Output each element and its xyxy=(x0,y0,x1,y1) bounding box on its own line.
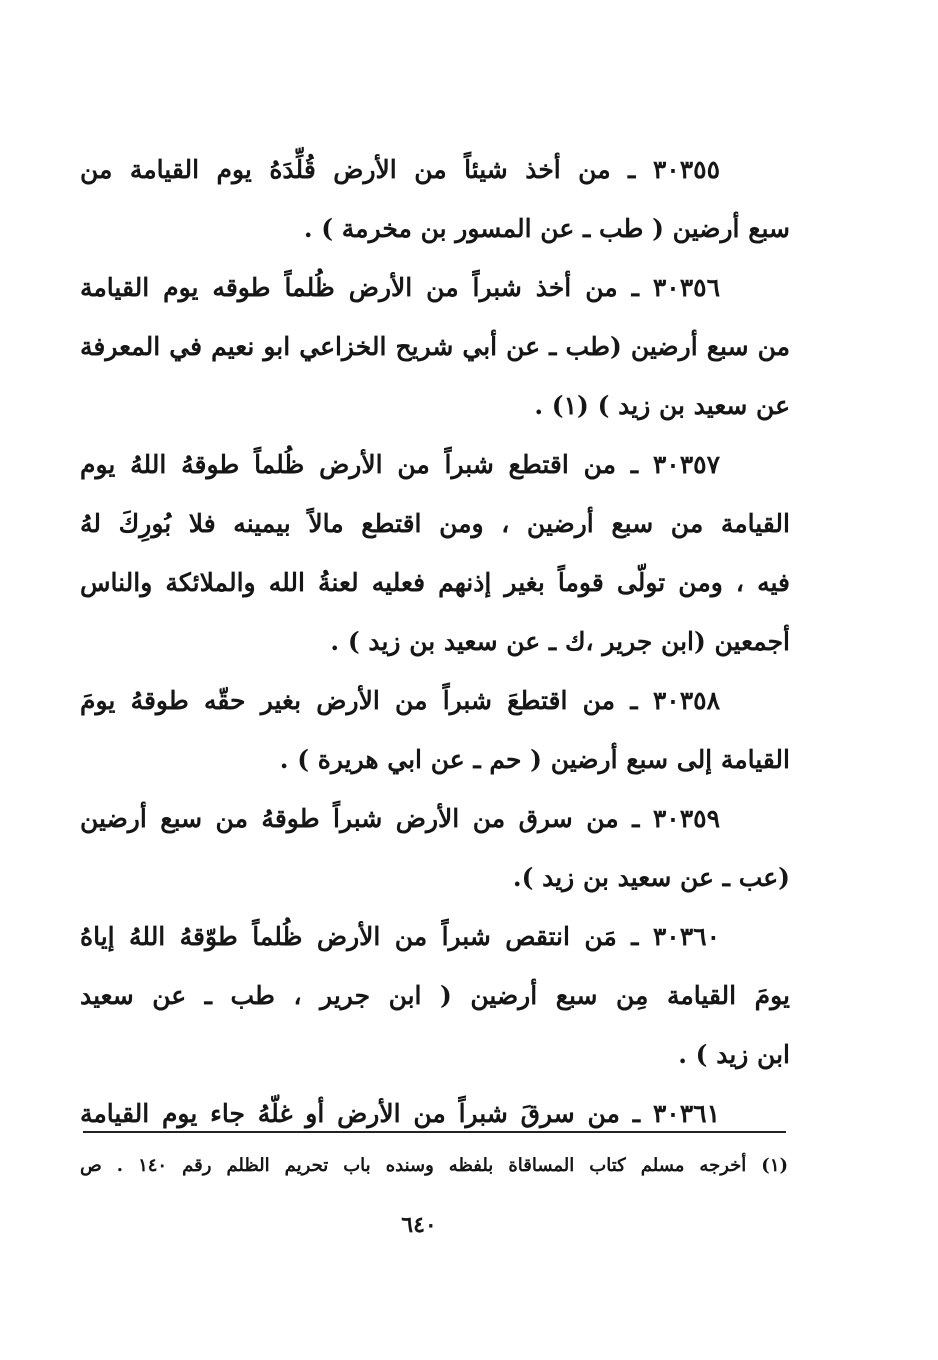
hadith-entry xyxy=(80,258,790,435)
text-line: ٣٠٣٦١ ـ من سرقَ شبراً من الأرض أو غلّهُ جاء يوم القيامة xyxy=(80,1099,720,1128)
text-line: فيه ، ومن تولّى قوماً بغير إذنهم فعليه لعنةُ الله والملائكة والناس xyxy=(80,568,790,597)
hadith-entry xyxy=(80,671,790,789)
page-number: ٦٤٠ xyxy=(401,1212,437,1238)
text-line: (عب ـ عن سعيد بن زيد ). xyxy=(512,863,790,892)
text-line: ابن زيد ) . xyxy=(678,1040,790,1069)
hadith-entry xyxy=(80,140,790,258)
text-line: ٣٠٣٥٧ ـ من اقتطع شبراً من الأرض ظُلماً طوقهُ اللهُ يوم xyxy=(80,450,720,479)
footnote-divider xyxy=(83,1131,786,1133)
text-line: من سبع أرضين (طب ـ عن أبي شريح الخزاعي ابو نعيم في المعرفة xyxy=(80,332,790,361)
text-line: يومَ القيامة مِن سبع أرضين ( ابن جرير ، طب ـ عن سعيد xyxy=(80,981,790,1010)
footnote: (١) أخرجه مسلم كتاب المساقاة بلفظه وسنده باب تحريم الظلم رقم ١٤٠ . ص xyxy=(80,1155,789,1176)
text-line: القيامة إلى سبع أرضين ( حم ـ عن ابي هريرة ) . xyxy=(279,745,790,774)
hadith-entry xyxy=(80,435,790,671)
hadith-entry xyxy=(80,1084,790,1143)
hadith-entry xyxy=(80,907,790,1084)
text-line: القيامة من سبع أرضين ، ومن اقتطع مالاً بيمينه فلا بُورِكَ لهُ xyxy=(80,509,790,538)
text-line: سبع أرضين ( طب ـ عن المسور بن مخرمة ) . xyxy=(303,214,790,243)
hadith-entry xyxy=(80,789,790,907)
text-line: ٣٠٣٦٠ ـ مَن انتقص شبراً من الأرض ظُلماً طوّقهُ اللهُ إياهُ xyxy=(80,922,720,951)
main-text xyxy=(80,140,790,1143)
text-line: ٣٠٣٥٦ ـ من أخذ شبراً من الأرض ظُلماً طوقه يوم القيامة xyxy=(80,273,720,302)
text-line: ٣٠٣٥٨ ـ من اقتطعَ شبراً من الأرض بغير حقّه طوقهُ يومَ xyxy=(80,686,720,715)
text-line: أجمعين (ابن جرير ،ك ـ عن سعيد بن زيد ) . xyxy=(330,627,790,656)
text-line: ٣٠٣٥٩ ـ من سرق من الأرض شبراً طوقهُ من سبع أرضين xyxy=(80,804,720,833)
text-line: ٣٠٣٥٥ ـ من أخذ شيئاً من الأرض قُلِّدَهُ يوم القيامة من xyxy=(80,155,720,184)
text-line: عن سعيد بن زيد ) (١) . xyxy=(534,391,790,420)
